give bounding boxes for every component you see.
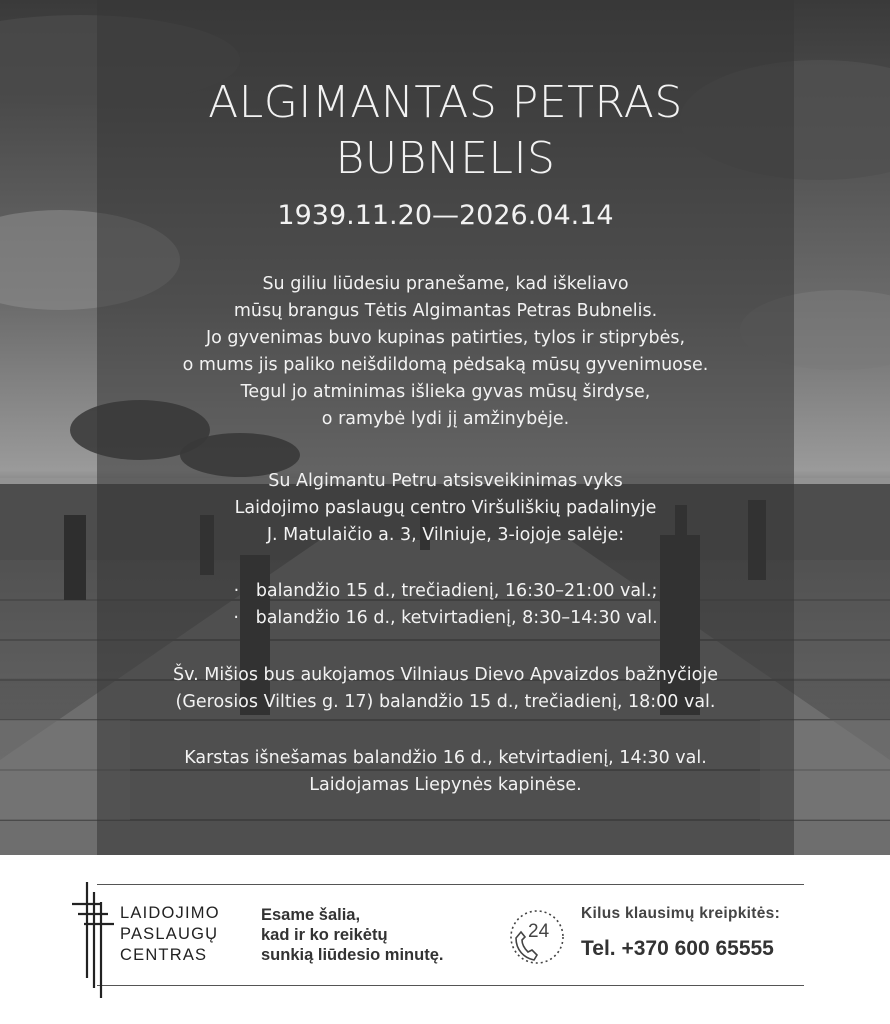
- bullet-dot-icon: ·: [233, 608, 256, 628]
- time-text: balandžio 16 d., ketvirtadienį, 8:30–14:30 val.: [255, 608, 658, 628]
- logo-line: PASLAUGŲ: [120, 925, 219, 943]
- list-item: [97, 605, 794, 632]
- badge-24: 24: [528, 921, 550, 942]
- burial-info: [97, 745, 794, 799]
- cross-logo-icon: [70, 882, 116, 998]
- message-line: Jo gyvenimas buvo kupinas patirties, tylos ir stiprybės,: [205, 328, 686, 348]
- footer-slogan: [261, 905, 443, 965]
- bullet-dot-icon: ·: [233, 581, 256, 601]
- burial-line: Laidojamas Liepynės kapinėse.: [309, 775, 582, 795]
- farewell-line: Laidojimo paslaugų centro Viršuliškių padalinyje: [234, 498, 657, 518]
- condolence-message: [97, 271, 794, 433]
- footer-top-divider: [97, 884, 804, 885]
- message-line: o ramybė lydi jį amžinybėje.: [321, 409, 570, 429]
- message-line: Su giliu liūdesiu pranešame, kad iškeliavo: [262, 274, 629, 294]
- mass-line: Šv. Mišios bus aukojamos Vilniaus Dievo Apvaizdos bažnyčioje: [173, 665, 718, 685]
- mass-info: [97, 662, 794, 716]
- message-line: Tegul jo atminimas išlieka gyvas mūsų širdyse,: [240, 382, 651, 402]
- message-line: o mums jis paliko neišdildomą pėdsaką mūsų gyvenimuose.: [182, 355, 709, 375]
- name-line-1: ALGIMANTAS PETRAS: [208, 77, 683, 128]
- mass-line: (Gerosios Vilties g. 17) balandžio 15 d., trečiadienį, 18:00 val.: [175, 692, 716, 712]
- logo-line: CENTRAS: [120, 946, 208, 964]
- burial-line: Karstas išnešamas balandžio 16 d., ketvirtadienį, 14:30 val.: [184, 748, 707, 768]
- company-logo-text: [120, 903, 220, 966]
- deceased-name: [97, 75, 794, 187]
- slogan-line: kad ir ko reikėtų: [261, 926, 388, 944]
- slogan-line: Esame šalia,: [261, 906, 361, 924]
- contact-label: Kilus klausimų kreipkitės:: [581, 905, 781, 922]
- farewell-info: [97, 468, 794, 549]
- farewell-line: Su Algimantu Petru atsisveikinimas vyks: [268, 471, 623, 491]
- phone-number[interactable]: Tel. +370 600 65555: [581, 937, 774, 960]
- phone-24h-icon: [508, 908, 566, 966]
- logo-line: LAIDOJIMO: [120, 904, 220, 922]
- life-dates: 1939.11.20—2026.04.14: [277, 200, 614, 231]
- farewell-line: J. Matulaičio a. 3, Vilniuje, 3-iojoje salėje:: [266, 525, 625, 545]
- slogan-line: sunkią liūdesio minutę.: [261, 946, 444, 964]
- footer-bottom-divider: [97, 985, 804, 986]
- time-text: balandžio 15 d., trečiadienį, 16:30–21:00 val.;: [255, 581, 658, 601]
- message-line: mūsų brangus Tėtis Algimantas Petras Bubnelis.: [233, 301, 658, 321]
- list-item: [97, 578, 794, 605]
- name-line-2: BUBNELIS: [335, 133, 556, 184]
- farewell-times-list: [97, 578, 794, 632]
